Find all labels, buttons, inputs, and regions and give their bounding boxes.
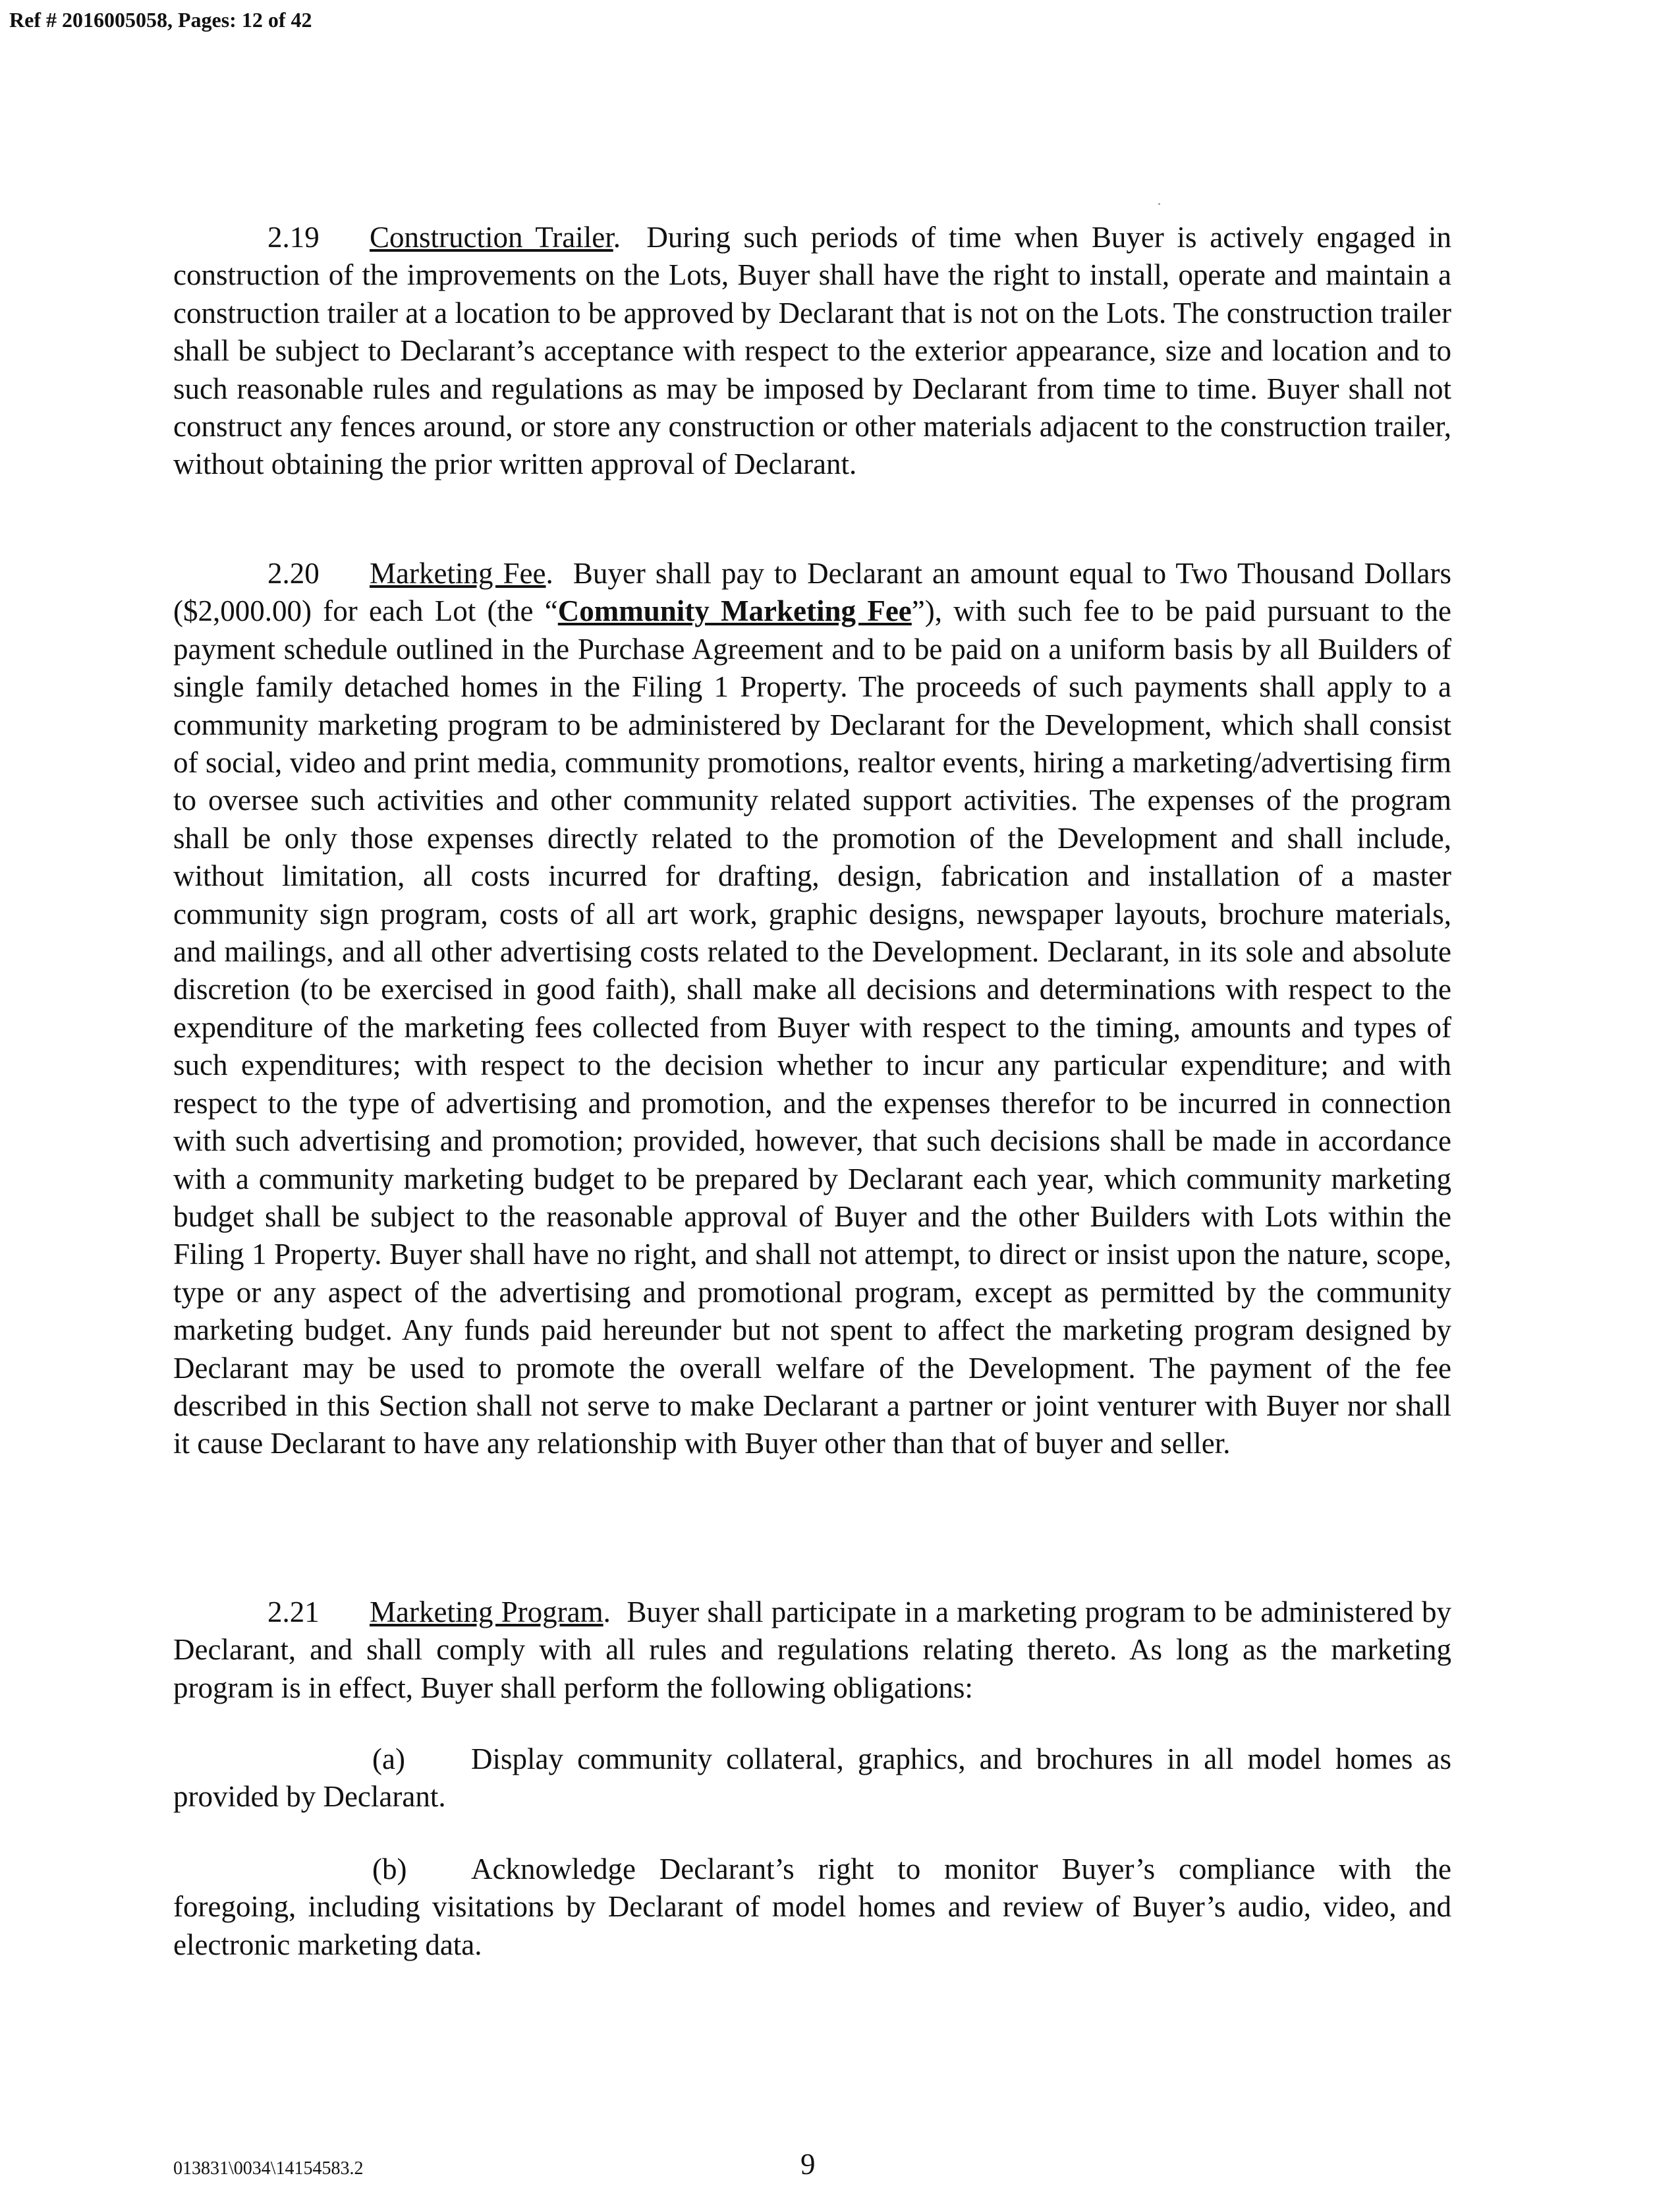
scan-artifact-dot [1158, 203, 1160, 205]
section-paragraph: 2.19 Construction Trailer. During such periods of time when Buyer is actively engaged in construction of the improvements on the Lots, Buyer shall have the right to install, operate and maintain a construction trailer at a location to be approved by Declarant that is not on the Lots. The construction trailer shall be subject to Declarant’s acceptance with respect to the exterior appearance, size and location and to such reasonable rules and regulations as may be imposed by Declarant from time to time. Buyer shall not construct any fences around, or store any construction or other materials adjacent to the construction trailer, without obtaining the prior written approval of Declarant. [173, 219, 1451, 484]
subsection-text: Acknowledge Declarant’s right to monitor Buyer’s compliance with the foregoing, including visitations by Declarant of model homes and review of Buyer’s audio, video, and electronic marketing data. [173, 1852, 1451, 1961]
subsection-paragraph [173, 1740, 1451, 1816]
section-2-21 [173, 1594, 1451, 1707]
section-paragraph: 2.20 Marketing Fee. Buyer shall pay to Declarant an amount equal to Two Thousand Dollars ($2,000.00) for each Lot (the “Community Marketing Fee”), with such fee to be paid pursuant to the payment schedule outlined in the Purchase Agreement and to be paid on a uniform basis by all Builders of single family detached homes in the Filing 1 Property. The proceeds of such payments shall apply to a community marketing program to be administered by Declarant for the Development, which shall consist of social, video and print media, community promotions, realtor events, hiring a marketing/advertising firm to oversee such activities and other community related support activities. The expenses of the program shall be only those expenses directly related to the promotion of the Development and shall include, without limitation, all costs incurred for drafting, design, fabrication and installation of a master community sign program, costs of all art work, graphic designs, newspaper layouts, brochure materials, and mailings, and all other advertising costs related to the Development. Declarant, in its sole and absolute discretion (to be exercised in good faith), shall make all decisions and determinations with respect to the expenditure of the marketing fees collected from Buyer with respect to the timing, amounts and types of such expenditures; with respect to the decision whether to incur any particular expenditure; and with respect to the type of advertising and promotion, and the expenses therefor to be incurred in connection with such advertising and promotion; provided, however, that such decisions shall be made in accordance with a community marketing budget to be prepared by Declarant each year, which community marketing budget shall be subject to the reasonable approval of Buyer and the other Builders with Lots within the Filing 1 Property. Buyer shall have no right, and shall not attempt, to direct or insist upon the nature, scope, type or any aspect of the advertising and promotional program, except as permitted by the community marketing budget. Any funds paid hereunder but not spent to affect the marketing program designed by Declarant may be used to promote the overall welfare of the Development. The payment of the fee described in this Section shall not serve to make Declarant a partner or joint venturer with Buyer nor shall it cause Declarant to have any relationship with Buyer other than that of buyer and seller. [173, 555, 1451, 1463]
section-2-20 [173, 555, 1451, 1463]
section-number: 2.21 [267, 1595, 320, 1628]
page-number: 9 [800, 2148, 816, 2181]
subsection-text: Display community collateral, graphics, and brochures in all model homes as provided by Declarant. [173, 1742, 1451, 1814]
section-text: During such periods of time when Buyer is actively engaged in construction of the improvements on the Lots, Buyer shall have the right to install, operate and maintain a construction trailer at a location to be approved by Declarant that is not on the Lots. The construction trailer shall be subject to Declarant’s acceptance with respect to the exterior appearance, size and location and to such reasonable rules and regulations as may be imposed by Declarant from time to time. Buyer shall not construct any fences around, or store any construction or other materials adjacent to the construction trailer, without obtaining the prior written approval of Declarant. [173, 221, 1451, 481]
footer-document-id: 013831\0034\14154583.2 [173, 2158, 364, 2179]
defined-term: Community Marketing Fee [557, 594, 912, 628]
document-reference-header: Ref # 2016005058, Pages: 12 of 42 [9, 8, 312, 32]
section-heading: Marketing Fee [370, 557, 546, 590]
section-text: Buyer shall participate in a marketing program to be administered by Declarant, and shall comply with all rules and regulations relating thereto. As long as the marketing program is in effect, Buyer shall perform the following obligations: [173, 1595, 1452, 1704]
section-text-before: Buyer shall pay to Declarant an amount equal to Two Thousand Dollars ($2,000.00) for each Lot (the “ [173, 557, 1452, 628]
subsection-label: (a) [372, 1742, 405, 1775]
section-number: 2.19 [267, 221, 320, 254]
subsection-label: (b) [372, 1852, 407, 1885]
section-heading: Construction Trailer [370, 221, 613, 254]
section-heading: Marketing Program [370, 1595, 603, 1628]
section-paragraph: 2.21 Marketing Program. Buyer shall participate in a marketing program to be administered by Declarant, and shall comply with all rules and regulations relating thereto. As long as the marketing program is in effect, Buyer shall perform the following obligations: [173, 1594, 1451, 1707]
section-number: 2.20 [267, 557, 320, 590]
subsection-a [173, 1740, 1451, 1816]
section-text-after: ”), with such fee to be paid pursuant to the payment schedule outlined in the Purchase Agreement and to be paid on a uniform basis by all Builders of single family detached homes in the Filing 1 Property. The proceeds of such payments shall apply to a community marketing program to be administered by Declarant for the Development, which shall consist of social, video and print media, community promotions, realtor events, hiring a marketing/advertising firm to oversee such activities and other community related support activities. The expenses of the program shall be only those expenses directly related to the promotion of the Development and shall include, without limitation, all costs incurred for drafting, design, fabrication and installation of a master community sign program, costs of all art work, graphic designs, newspaper layouts, brochure materials, and mailings, and all other advertising costs related to the Development. Declarant, in its sole and absolute discretion (to be exercised in good faith), shall make all decisions and determinations with respect to the expenditure of the marketing fees collected from Buyer with respect to the timing, amounts and types of such expenditures; with respect to the decision whether to incur any particular expenditure; and with respect to the type of advertising and promotion, and the expenses therefor to be incurred in connection with such advertising and promotion; provided, however, that such decisions shall be made in accordance with a community marketing budget to be prepared by Declarant each year, which community marketing budget shall be subject to the reasonable approval of Buyer and the other Builders with Lots within the Filing 1 Property. Buyer shall have no right, and shall not attempt, to direct or insist upon the nature, scope, type or any aspect of the advertising and promotional program, except as permitted by the community marketing budget. Any funds paid hereunder but not spent to affect the marketing program designed by Declarant may be used to promote the overall welfare of the Development. The payment of the fee described in this Section shall not serve to make Declarant a partner or joint venturer with Buyer nor shall it cause Declarant to have any relationship with Buyer other than that of buyer and seller. [173, 594, 1452, 1460]
section-2-19 [173, 219, 1451, 484]
subsection-b [173, 1851, 1451, 1964]
subsection-paragraph [173, 1851, 1451, 1964]
